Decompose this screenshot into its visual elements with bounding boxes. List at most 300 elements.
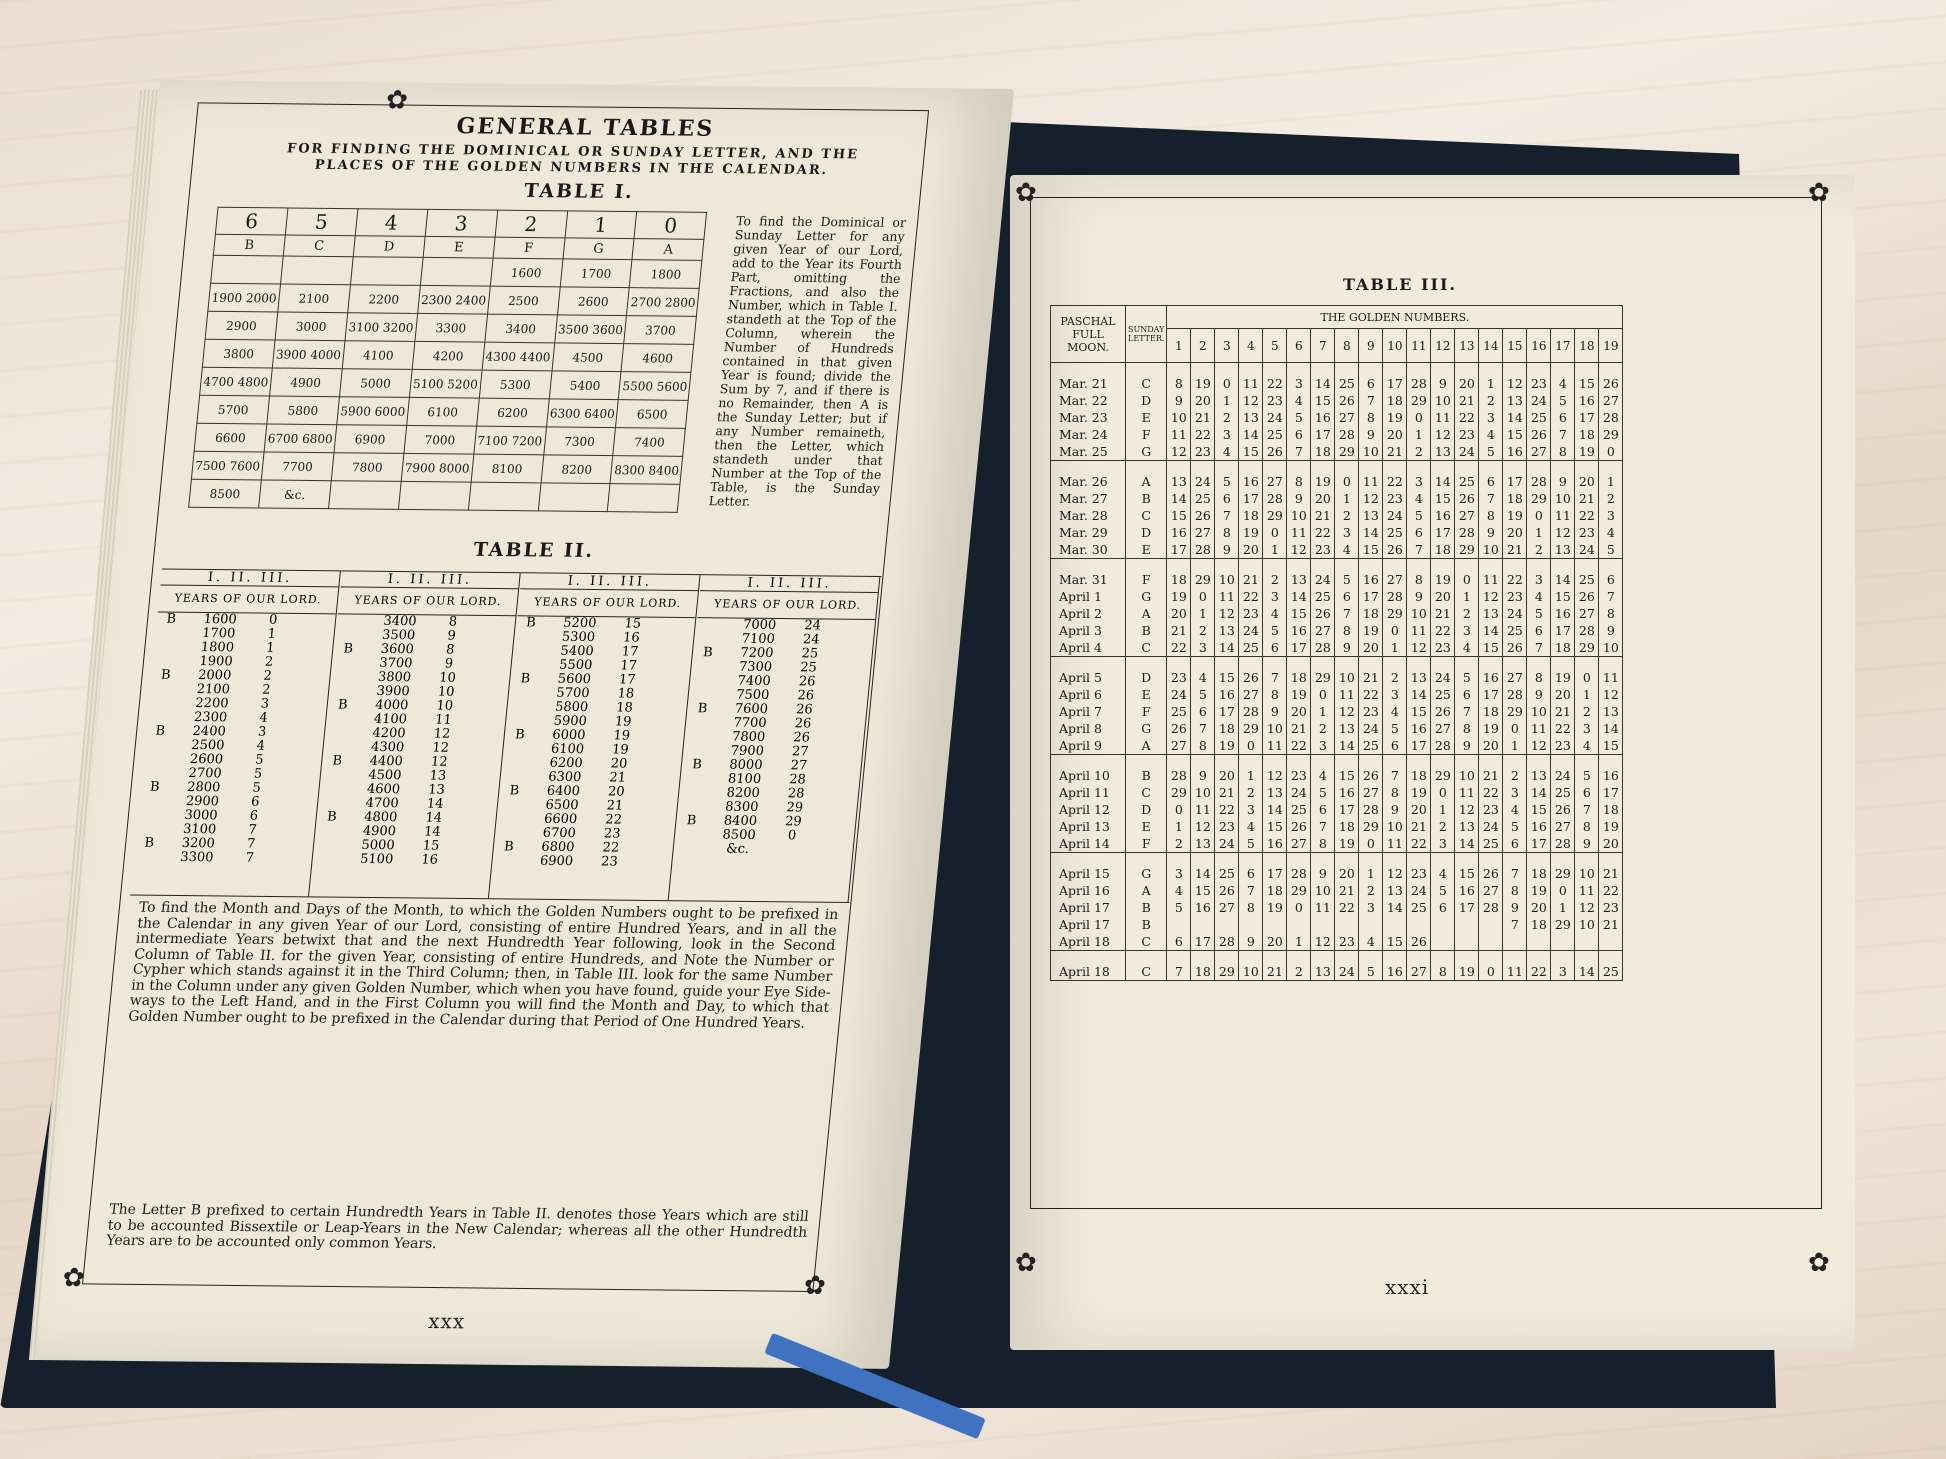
table-row: [1051, 737, 1623, 755]
golden-number-cell: 23: [1527, 375, 1551, 392]
table2-cell: 12: [431, 740, 450, 756]
golden-number-cell: 28: [1167, 767, 1191, 784]
golden-number-cell: 15: [1287, 605, 1311, 622]
golden-number-cell: 17: [1503, 473, 1527, 490]
table1-cell: 3500 3600: [554, 315, 627, 344]
table2-cell: [155, 626, 184, 640]
golden-number-cell: 1: [1287, 933, 1311, 951]
golden-number-cell: 28: [1287, 865, 1311, 882]
golden-number-cell: 0: [1239, 737, 1263, 755]
golden-number-cell: 13: [1311, 963, 1335, 981]
golden-number-cell: 27: [1335, 409, 1359, 426]
table1-cell: 2500: [487, 286, 560, 315]
golden-number-cell: 10: [1335, 669, 1359, 686]
golden-number-cell: 19: [1527, 882, 1551, 899]
golden-number-cell: 0: [1383, 622, 1407, 639]
table2-cell: [143, 752, 172, 766]
golden-number-cell: 14: [1527, 784, 1551, 801]
golden-number-cell: 26: [1383, 541, 1407, 559]
golden-number-cell: 14: [1407, 686, 1431, 703]
golden-number-cell: 8: [1335, 622, 1359, 639]
spacer-cell: [1527, 461, 1551, 474]
golden-number-cell: 26: [1263, 443, 1287, 461]
table1-column-number: 5: [285, 208, 357, 236]
spacer-cell: [1167, 755, 1191, 768]
table2-cell: [681, 772, 710, 786]
spacer-cell: [1407, 853, 1431, 866]
golden-number-cell: 15: [1263, 818, 1287, 835]
golden-number-cell: 3: [1335, 524, 1359, 541]
table2-cell: 17: [619, 658, 638, 674]
table2-column-block: [310, 571, 521, 898]
paschal-date: April 2: [1051, 605, 1126, 622]
paschal-date: April 17: [1051, 916, 1126, 933]
golden-number-cell: [1455, 916, 1479, 933]
paschal-date: Mar. 22: [1051, 392, 1126, 409]
golden-number-cell: 11: [1407, 622, 1431, 639]
golden-number-cell: 3: [1575, 720, 1599, 737]
spacer-cell: [1407, 363, 1431, 376]
table1-cell: 5000: [339, 369, 412, 398]
golden-number-cell: 8: [1503, 882, 1527, 899]
table-row: [1051, 865, 1623, 882]
golden-number-cell: 29: [1407, 392, 1431, 409]
table2-cell: [689, 688, 718, 702]
golden-number-cell: 11: [1431, 409, 1455, 426]
golden-number: 13: [1455, 329, 1479, 363]
table2-cell: 2800: [186, 779, 221, 796]
golden-number-cell: 5: [1167, 899, 1191, 916]
golden-number-cell: 5: [1359, 963, 1383, 981]
golden-number: 5: [1263, 329, 1287, 363]
spacer-cell: [1239, 657, 1263, 670]
spacer-cell: [1335, 951, 1359, 964]
golden-number-cell: 6: [1191, 703, 1215, 720]
spacer-cell: [1263, 951, 1287, 964]
golden-number-cell: 9: [1239, 933, 1263, 951]
golden-number-cell: 24: [1527, 392, 1551, 409]
golden-number-cell: 5: [1575, 767, 1599, 784]
golden-number-cell: 11: [1455, 784, 1479, 801]
golden-number-cell: 7: [1263, 669, 1287, 686]
golden-number: 19: [1599, 329, 1623, 363]
golden-number-cell: 16: [1359, 571, 1383, 588]
table2-cell: [137, 808, 166, 822]
golden-number-cell: 28: [1335, 426, 1359, 443]
table2-cell: B: [519, 671, 531, 687]
golden-number-cell: 3: [1287, 375, 1311, 392]
sunday-letter: C: [1126, 639, 1167, 657]
spacer-cell: [1263, 853, 1287, 866]
table2-cell: 6900: [539, 853, 574, 870]
table2-cell: 29: [784, 814, 803, 830]
golden-number: 15: [1503, 329, 1527, 363]
paschal-date: April 13: [1051, 818, 1126, 835]
spacer-cell: [1215, 755, 1239, 768]
golden-number-cell: 6: [1431, 899, 1455, 916]
golden-number-cell: 18: [1551, 639, 1575, 657]
golden-number-cell: 19: [1335, 835, 1359, 853]
golden-number-cell: 23: [1575, 524, 1599, 541]
golden-number: 6: [1287, 329, 1311, 363]
spacer-cell: [1051, 461, 1126, 474]
golden-number-cell: 18: [1287, 669, 1311, 686]
spacer-cell: [1383, 461, 1407, 474]
golden-number-cell: 26: [1287, 818, 1311, 835]
table2-cell: [150, 682, 179, 696]
golden-number-cell: 27: [1479, 882, 1503, 899]
golden-number-cell: [1383, 916, 1407, 933]
golden-number-cell: 22: [1287, 737, 1311, 755]
golden-number-cell: 9: [1503, 899, 1527, 916]
spacer-cell: [1167, 951, 1191, 964]
table2-cell: 1: [266, 626, 277, 642]
spacer-cell: [1359, 951, 1383, 964]
spacer-cell: [1503, 951, 1527, 964]
table2-cell: B: [160, 667, 172, 683]
golden-number-cell: [1407, 916, 1431, 933]
golden-number-cell: 0: [1551, 882, 1575, 899]
golden-number-cell: 20: [1575, 473, 1599, 490]
golden-number-cell: 14: [1167, 490, 1191, 507]
golden-number-cell: 9: [1575, 835, 1599, 853]
golden-number-cell: [1455, 933, 1479, 951]
golden-number-cell: 0: [1479, 963, 1503, 981]
table2-cell: [674, 842, 703, 856]
sunday-letter: D: [1126, 801, 1167, 818]
spacer-cell: [1527, 363, 1551, 376]
table1-cell: 5900 6000: [337, 397, 410, 426]
golden-number-cell: 11: [1335, 686, 1359, 703]
table2-cell: [512, 658, 541, 672]
golden-number-cell: 23: [1455, 426, 1479, 443]
golden-number-cell: 7: [1167, 963, 1191, 981]
golden-number-cell: 14: [1359, 524, 1383, 541]
golden-number-cell: 20: [1527, 899, 1551, 916]
spacer-cell: [1126, 755, 1167, 768]
table2-cell: 7: [247, 822, 258, 838]
golden-number-cell: 1: [1455, 588, 1479, 605]
golden-number-cell: 8: [1383, 784, 1407, 801]
table2-cell: B: [508, 783, 520, 799]
spacer-cell: [1359, 755, 1383, 768]
spacer-cell: [1239, 951, 1263, 964]
golden-number-cell: 24: [1335, 963, 1359, 981]
table1-cell: 4100: [342, 341, 415, 370]
golden-number-cell: 13: [1263, 784, 1287, 801]
table1-cell: 4900: [269, 368, 342, 397]
table2-column-heads: I. II. III.: [520, 573, 699, 591]
golden-number-cell: 7: [1335, 605, 1359, 622]
table1-cell: 8300 8400: [610, 456, 683, 485]
table1-cell: [468, 482, 541, 511]
table1-sunday-letter: G: [563, 238, 635, 260]
table1-cell: 2200: [348, 285, 421, 314]
golden-number-cell: 13: [1287, 571, 1311, 588]
golden-number-cell: 27: [1311, 622, 1335, 639]
golden-number-cell: 29: [1575, 639, 1599, 657]
table2-title: TABLE II.: [472, 538, 596, 563]
spacer-cell: [1287, 461, 1311, 474]
paschal-date: Mar. 26: [1051, 473, 1126, 490]
table2-column-block: [130, 569, 341, 896]
table2-cell: 2: [264, 654, 274, 670]
paschal-date: April 11: [1051, 784, 1126, 801]
golden-number-cell: 5: [1503, 818, 1527, 835]
golden-number-cell: 11: [1287, 524, 1311, 541]
table2-cell: 21: [605, 798, 624, 814]
table2-cell: 8000: [728, 757, 764, 773]
table2-cell: 2000: [197, 667, 232, 684]
golden-number-cell: 16: [1191, 899, 1215, 916]
golden-number-cell: 22: [1383, 473, 1407, 490]
golden-number-cell: 21: [1311, 507, 1335, 524]
table2-cell: 5100: [359, 851, 394, 868]
golden-number-cell: 25: [1167, 703, 1191, 720]
golden-number-cell: 20: [1215, 767, 1239, 784]
table2-cell: 26: [798, 674, 817, 690]
golden-number-cell: 27: [1167, 737, 1191, 755]
golden-number-cell: 28: [1311, 639, 1335, 657]
golden-number-cell: 28: [1407, 375, 1431, 392]
golden-number-cell: 21: [1551, 703, 1575, 720]
golden-number-cell: 7: [1503, 916, 1527, 933]
table2-cell: [147, 710, 176, 724]
table1-cell: 7400: [613, 428, 686, 457]
golden-number-cell: 12: [1599, 686, 1623, 703]
paschal-date: April 6: [1051, 686, 1126, 703]
table-row: [1051, 882, 1623, 899]
golden-number-cell: 25: [1359, 737, 1383, 755]
golden-number-cell: 21: [1239, 571, 1263, 588]
golden-number-cell: 26: [1167, 720, 1191, 737]
golden-number: 14: [1479, 329, 1503, 363]
table2: [130, 568, 881, 903]
golden-number: 12: [1431, 329, 1455, 363]
golden-number-cell: 16: [1263, 835, 1287, 853]
golden-number-cell: 9: [1311, 865, 1335, 882]
table1-column-number: 0: [634, 212, 706, 240]
table-row: [1051, 392, 1623, 409]
table2-cell: 7800: [731, 729, 766, 745]
golden-number-cell: 11: [1527, 720, 1551, 737]
group-spacer: [1051, 461, 1623, 474]
table-row: [1051, 669, 1623, 686]
paschal-date: April 18: [1051, 933, 1126, 951]
golden-number-cell: 12: [1431, 426, 1455, 443]
spacer-cell: [1359, 657, 1383, 670]
golden-number-cell: 29: [1431, 767, 1455, 784]
golden-number-cell: 21: [1167, 622, 1191, 639]
golden-number-cell: 3: [1503, 784, 1527, 801]
golden-number-cell: 27: [1503, 669, 1527, 686]
table2-cell: [325, 726, 354, 740]
golden-number-cell: 28: [1359, 801, 1383, 818]
golden-number-cell: 22: [1215, 801, 1239, 818]
golden-number-cell: 28: [1527, 473, 1551, 490]
spacer-cell: [1479, 951, 1503, 964]
golden-number-cell: 28: [1263, 490, 1287, 507]
table2-cell: 3400: [382, 613, 418, 630]
golden-number-cell: 0: [1431, 784, 1455, 801]
golden-number-cell: [1551, 933, 1575, 951]
golden-number-cell: 12: [1287, 541, 1311, 559]
table2-cell: [679, 786, 708, 800]
table-row: [1051, 443, 1623, 461]
golden-number-cell: 17: [1215, 703, 1239, 720]
table1-cell: [538, 483, 611, 512]
table2-cell: [686, 716, 715, 730]
golden-number-cell: 22: [1551, 720, 1575, 737]
corner-ornament-icon: ✿: [384, 85, 410, 116]
golden-number-cell: 1: [1191, 605, 1215, 622]
golden-number-cell: 18: [1383, 392, 1407, 409]
golden-number-cell: [1527, 933, 1551, 951]
spacer-cell: [1407, 657, 1431, 670]
table2-cell: B: [514, 727, 526, 743]
sunday-letter: F: [1126, 571, 1167, 588]
table2-cell: 3600: [379, 641, 415, 658]
table2-cell: [136, 822, 165, 836]
golden-number: 1: [1167, 329, 1191, 363]
spacer-cell: [1167, 461, 1191, 474]
table2-cell: [141, 766, 170, 780]
sunday-letter: D: [1126, 669, 1167, 686]
table-row: [1051, 916, 1623, 933]
golden-number-cell: 14: [1239, 426, 1263, 443]
golden-number-cell: 29: [1263, 507, 1287, 524]
table2-cell: [498, 798, 527, 812]
golden-number-cell: 7: [1407, 541, 1431, 559]
golden-number-cell: 26: [1575, 588, 1599, 605]
golden-number-cell: [1599, 933, 1623, 951]
golden-number-cell: 13: [1479, 605, 1503, 622]
spacer-cell: [1431, 755, 1455, 768]
golden-number-cell: 20: [1551, 686, 1575, 703]
golden-number-cell: 11: [1383, 835, 1407, 853]
golden-number-cell: 19: [1167, 588, 1191, 605]
table1-cell: 3100 3200: [345, 313, 418, 342]
golden-number-cell: 26: [1503, 639, 1527, 657]
golden-number-cell: 17: [1551, 622, 1575, 639]
golden-number-cell: 20: [1167, 605, 1191, 622]
golden-number-cell: 11: [1503, 963, 1527, 981]
golden-number-cell: 5: [1431, 882, 1455, 899]
table2-cell: 3100: [182, 821, 217, 838]
golden-number-cell: 9: [1407, 588, 1431, 605]
golden-number-cell: 16: [1407, 720, 1431, 737]
golden-number-cell: 1: [1599, 473, 1623, 490]
golden-number-cell: 16: [1431, 507, 1455, 524]
golden-number-cell: 27: [1383, 571, 1407, 588]
spacer-cell: [1383, 755, 1407, 768]
spacer-cell: [1311, 853, 1335, 866]
golden-number-cell: 27: [1191, 524, 1215, 541]
golden-number-cell: 17: [1287, 639, 1311, 657]
table2-cell: 5200: [562, 615, 598, 632]
golden-number-cell: 15: [1455, 865, 1479, 882]
spacer-cell: [1479, 559, 1503, 572]
golden-number-cell: 9: [1359, 426, 1383, 443]
table2-cell: 3: [257, 724, 267, 740]
table2-cell: [513, 644, 542, 658]
table-row: [1051, 507, 1623, 524]
table2-cell: 22: [604, 812, 623, 828]
table2-cell: 26: [795, 702, 814, 718]
spacer-cell: [1335, 559, 1359, 572]
table1-cell: 7000: [404, 425, 477, 454]
golden-number-cell: 7: [1311, 818, 1335, 835]
golden-number-cell: 21: [1335, 882, 1359, 899]
golden-number-cell: 4: [1503, 801, 1527, 818]
golden-number-cell: 15: [1215, 669, 1239, 686]
golden-number-cell: 29: [1551, 865, 1575, 882]
table2-cell: 7700: [732, 715, 768, 731]
golden-number-cell: 4: [1455, 639, 1479, 657]
table2-cell: [504, 742, 533, 756]
table2-cell: 27: [789, 758, 808, 774]
group-spacer: [1051, 363, 1623, 376]
spacer-cell: [1215, 951, 1239, 964]
table2-cell: B: [702, 645, 714, 661]
sunday-letter: F: [1126, 426, 1167, 443]
spacer-cell: [1311, 559, 1335, 572]
table2-cell: 28: [787, 786, 806, 802]
golden-number-cell: 8: [1599, 605, 1623, 622]
golden-number-cell: 14: [1455, 835, 1479, 853]
table1-cell: 5500 5600: [619, 372, 692, 401]
table-row: [1051, 767, 1623, 784]
spacer-cell: [1051, 755, 1126, 768]
golden-number-cell: 9: [1455, 737, 1479, 755]
golden-number-cell: 21: [1503, 541, 1527, 559]
table-row: [1051, 835, 1623, 853]
golden-number-cell: 6: [1359, 375, 1383, 392]
spacer-cell: [1359, 461, 1383, 474]
golden-number-cell: 0: [1599, 443, 1623, 461]
table2-cell: 6500: [544, 797, 580, 814]
golden-number-cell: 9: [1191, 767, 1215, 784]
golden-number-cell: 23: [1503, 588, 1527, 605]
golden-number-cell: [1287, 916, 1311, 933]
golden-number-cell: 28: [1503, 686, 1527, 703]
table2-cell: 8: [448, 614, 458, 630]
golden-number-cell: 22: [1335, 899, 1359, 916]
table2-cell: 5300: [561, 629, 596, 646]
spacer-cell: [1575, 559, 1599, 572]
golden-number-cell: 14: [1551, 571, 1575, 588]
paschal-date: April 16: [1051, 882, 1126, 899]
golden-number-cell: 12: [1503, 375, 1527, 392]
table1-sunday-letter: D: [353, 236, 425, 258]
table2-cell: 8400: [723, 813, 758, 829]
spacer-cell: [1239, 363, 1263, 376]
table3-title: TABLE III.: [1342, 275, 1457, 294]
paschal-date: Mar. 29: [1051, 524, 1126, 541]
golden-number-cell: 1: [1239, 767, 1263, 784]
table2-cell: 19: [614, 714, 633, 730]
golden-number-cell: 14: [1191, 865, 1215, 882]
golden-number-cell: 16: [1479, 669, 1503, 686]
spacer-cell: [1126, 657, 1167, 670]
golden-number-cell: 27: [1359, 784, 1383, 801]
golden-number-cell: 17: [1455, 899, 1479, 916]
golden-number-cell: 27: [1287, 835, 1311, 853]
table2-cell: [685, 730, 714, 744]
table-row: [1051, 720, 1623, 737]
sunday-letter: E: [1126, 818, 1167, 835]
paschal-date: April 12: [1051, 801, 1126, 818]
